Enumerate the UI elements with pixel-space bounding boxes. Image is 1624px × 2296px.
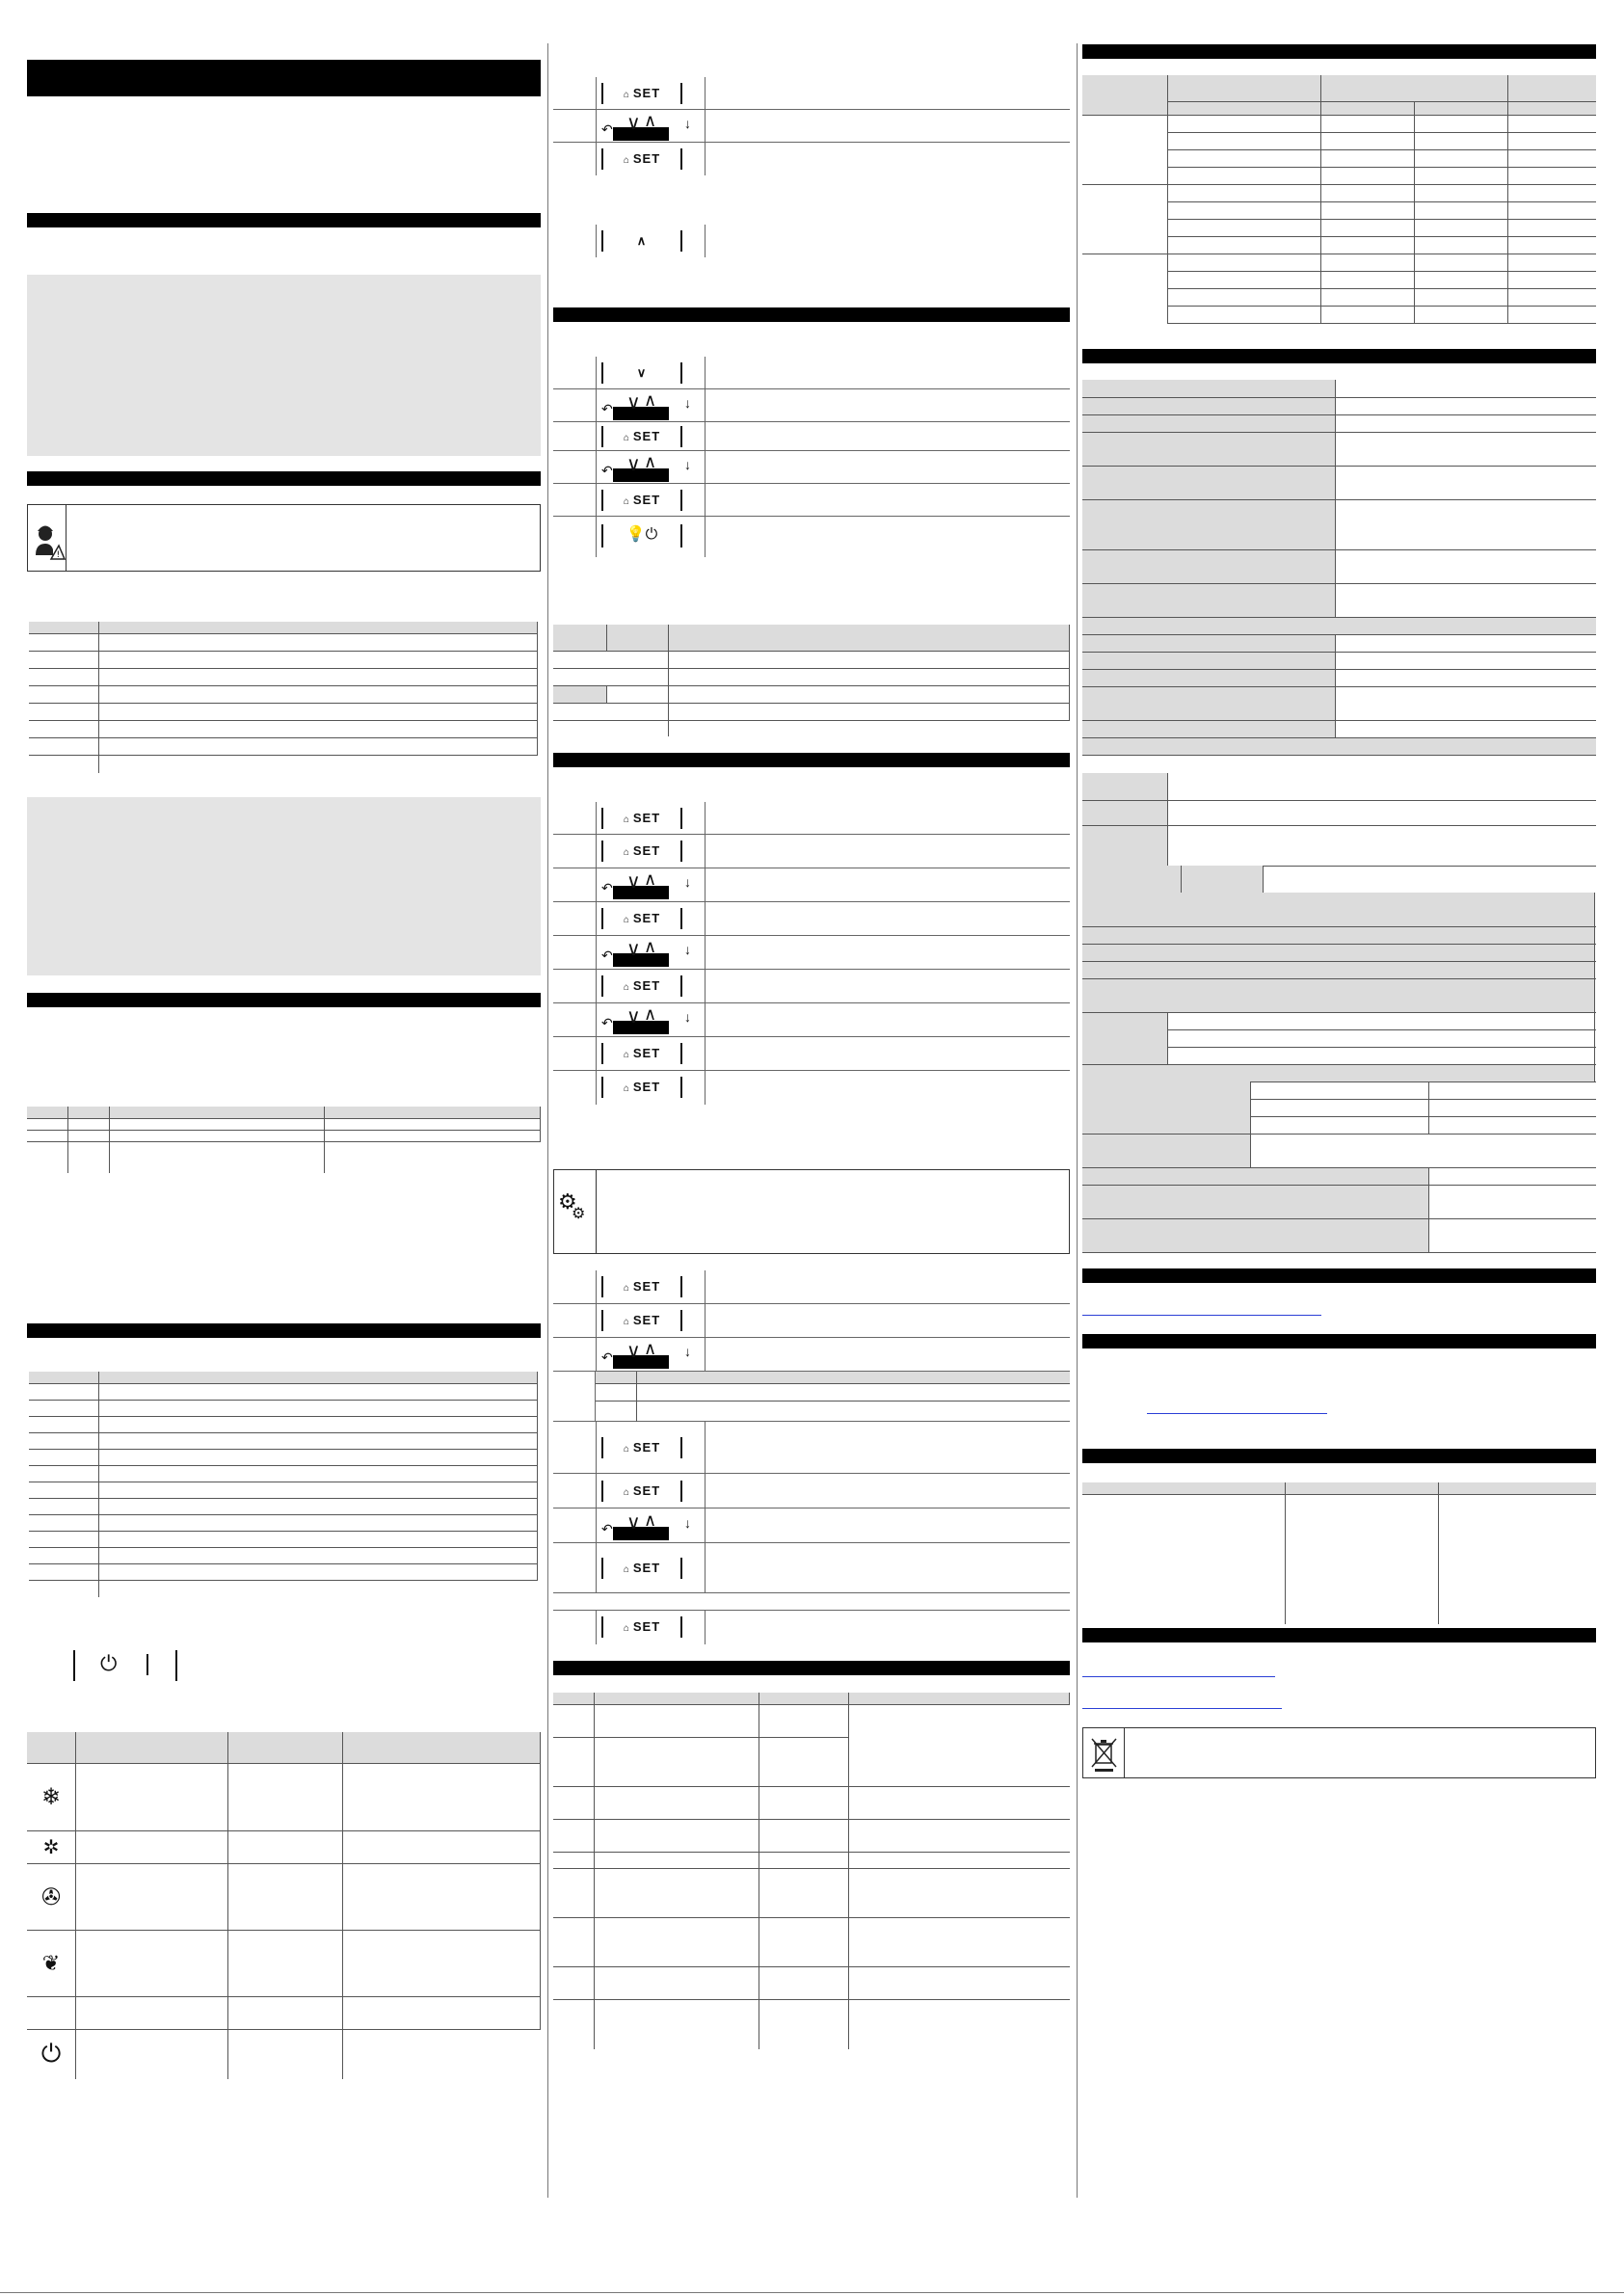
installer-warning-note xyxy=(27,504,541,572)
step-row xyxy=(553,1037,1070,1071)
step-row xyxy=(553,225,1070,257)
spec-table-3 xyxy=(1082,866,1596,894)
svg-text:!: ! xyxy=(56,550,61,560)
power-icon: ⏻ xyxy=(100,1651,118,1675)
step-row xyxy=(553,110,1070,143)
table-b xyxy=(27,1107,541,1173)
section-bar-11 xyxy=(1082,1334,1596,1348)
section-bar-3 xyxy=(27,993,541,1007)
step-row xyxy=(553,484,1070,517)
web-link-2[interactable] xyxy=(1147,1413,1327,1414)
section-bar-5 xyxy=(553,307,1070,322)
step-row xyxy=(553,1474,1070,1508)
settings-note xyxy=(553,1169,1070,1254)
set-key: ⌂ SET xyxy=(601,1276,682,1297)
step-row xyxy=(553,868,1070,902)
section-bar-9 xyxy=(1082,349,1596,363)
table-a xyxy=(29,622,538,773)
display-scroll-graphic: ↶ ∨ ∧ ↓ xyxy=(601,1340,698,1369)
page-bottom-rule xyxy=(0,2292,1624,2293)
step-row xyxy=(553,902,1070,936)
set-key: ⌂ SET xyxy=(601,841,682,862)
section-bar-7 xyxy=(553,1661,1070,1675)
display-scroll-graphic: ↶ ∨ ∧ ↓ xyxy=(601,938,698,967)
display-scroll-graphic: ↶ ∨ ∧ ↓ xyxy=(601,453,698,482)
web-link-1[interactable] xyxy=(1082,1315,1321,1316)
step-row xyxy=(553,389,1070,422)
section-bar-2 xyxy=(27,471,541,486)
step-row xyxy=(553,77,1070,110)
step-row xyxy=(553,357,1070,389)
step-row xyxy=(553,1543,1070,1593)
table-f xyxy=(1082,75,1596,324)
sub-table xyxy=(596,1372,1070,1422)
set-key: ⌂ SET xyxy=(601,1043,682,1064)
step-row xyxy=(553,1508,1070,1543)
symbols-table xyxy=(27,1732,541,2079)
step-row xyxy=(553,936,1070,970)
step-row xyxy=(553,143,1070,175)
section-bar-10 xyxy=(1082,1268,1596,1283)
gears-icon: ⚙ ⚙ xyxy=(554,1170,597,1253)
display-scroll-graphic: ↶ ∨ ∧ ↓ xyxy=(601,391,698,420)
set-key: ⌂ SET xyxy=(601,1558,682,1579)
set-key: ⌂ SET xyxy=(601,808,682,829)
display-scroll-graphic: ↶ ∨ ∧ ↓ xyxy=(601,870,698,899)
web-link-3[interactable] xyxy=(1082,1676,1275,1677)
set-key: ⌂ SET xyxy=(601,490,682,511)
set-key: ⌂ SET xyxy=(601,1077,682,1098)
set-key: ⌂ SET xyxy=(601,1481,682,1502)
power-key-graphic xyxy=(73,1650,179,1681)
sub-table-wrap xyxy=(553,1372,1070,1422)
column-divider-1 xyxy=(547,43,548,2198)
step-row xyxy=(553,1422,1070,1474)
step-row xyxy=(553,835,1070,868)
table-g xyxy=(1082,1482,1596,1624)
installer-warning-icon xyxy=(28,505,67,571)
step-row xyxy=(553,802,1070,835)
set-key: ⌂ SET xyxy=(601,1437,682,1458)
step-row xyxy=(553,517,1070,557)
section-bar-12 xyxy=(1082,1449,1596,1463)
step-row xyxy=(553,1071,1070,1105)
set-key: ⌂ SET xyxy=(601,426,682,447)
light-power-key: 💡⏻ xyxy=(601,524,682,547)
set-key: ⌂ SET xyxy=(601,975,682,997)
up-defrost-key: ∧ xyxy=(601,230,682,252)
step-row xyxy=(553,1338,1070,1372)
section-bar-1 xyxy=(27,213,541,227)
section-bar-13 xyxy=(1082,1628,1596,1642)
set-key: ⌂ SET xyxy=(601,83,682,104)
weee-note xyxy=(1082,1727,1596,1778)
set-key: ⌂ SET xyxy=(601,1616,682,1638)
section-bar-6 xyxy=(553,753,1070,767)
defrost-icon: ✲ xyxy=(27,1831,76,1864)
section-bar-4 xyxy=(27,1323,541,1338)
display-scroll-graphic: ↶ ∨ ∧ ↓ xyxy=(601,1005,698,1034)
step-row xyxy=(553,451,1070,484)
table-c xyxy=(29,1372,538,1597)
spec-table-4 xyxy=(1082,893,1596,1082)
fan-icon: ✇ xyxy=(27,1864,76,1931)
set-key: ⌂ SET xyxy=(601,148,682,170)
set-key: ⌂ SET xyxy=(601,1310,682,1331)
set-key: ⌂ SET xyxy=(601,908,682,929)
spec-table xyxy=(1082,380,1596,756)
step-row xyxy=(553,1304,1070,1338)
power-icon: ⏻ xyxy=(27,2030,76,2079)
info-panel-1 xyxy=(27,275,541,456)
step-row xyxy=(553,422,1070,451)
web-link-4[interactable] xyxy=(1082,1708,1282,1709)
weee-bin-icon xyxy=(1083,1728,1125,1777)
table-d xyxy=(553,625,1070,736)
table-e xyxy=(553,1693,1070,2049)
document-title-bar xyxy=(27,60,541,96)
spec-table-5 xyxy=(1082,1081,1596,1253)
step-row xyxy=(553,1003,1070,1037)
spec-table-2 xyxy=(1082,773,1596,867)
step-row xyxy=(553,1270,1070,1304)
step-row xyxy=(553,970,1070,1003)
down-key: ∨ xyxy=(601,362,682,384)
display-scroll-graphic: ↶ ∨ ∧ ↓ xyxy=(601,1511,698,1540)
step-row xyxy=(553,1593,1070,1611)
section-bar-8 xyxy=(1082,44,1596,59)
snowflake-icon: ❄ xyxy=(27,1764,76,1831)
column-divider-2 xyxy=(1077,43,1078,2198)
step-row xyxy=(553,1611,1070,1644)
info-panel-2 xyxy=(27,797,541,975)
display-scroll-graphic: ↶ ∨ ∧ ↓ xyxy=(601,112,698,141)
eco-leaf-icon: ❦ xyxy=(27,1931,76,1997)
